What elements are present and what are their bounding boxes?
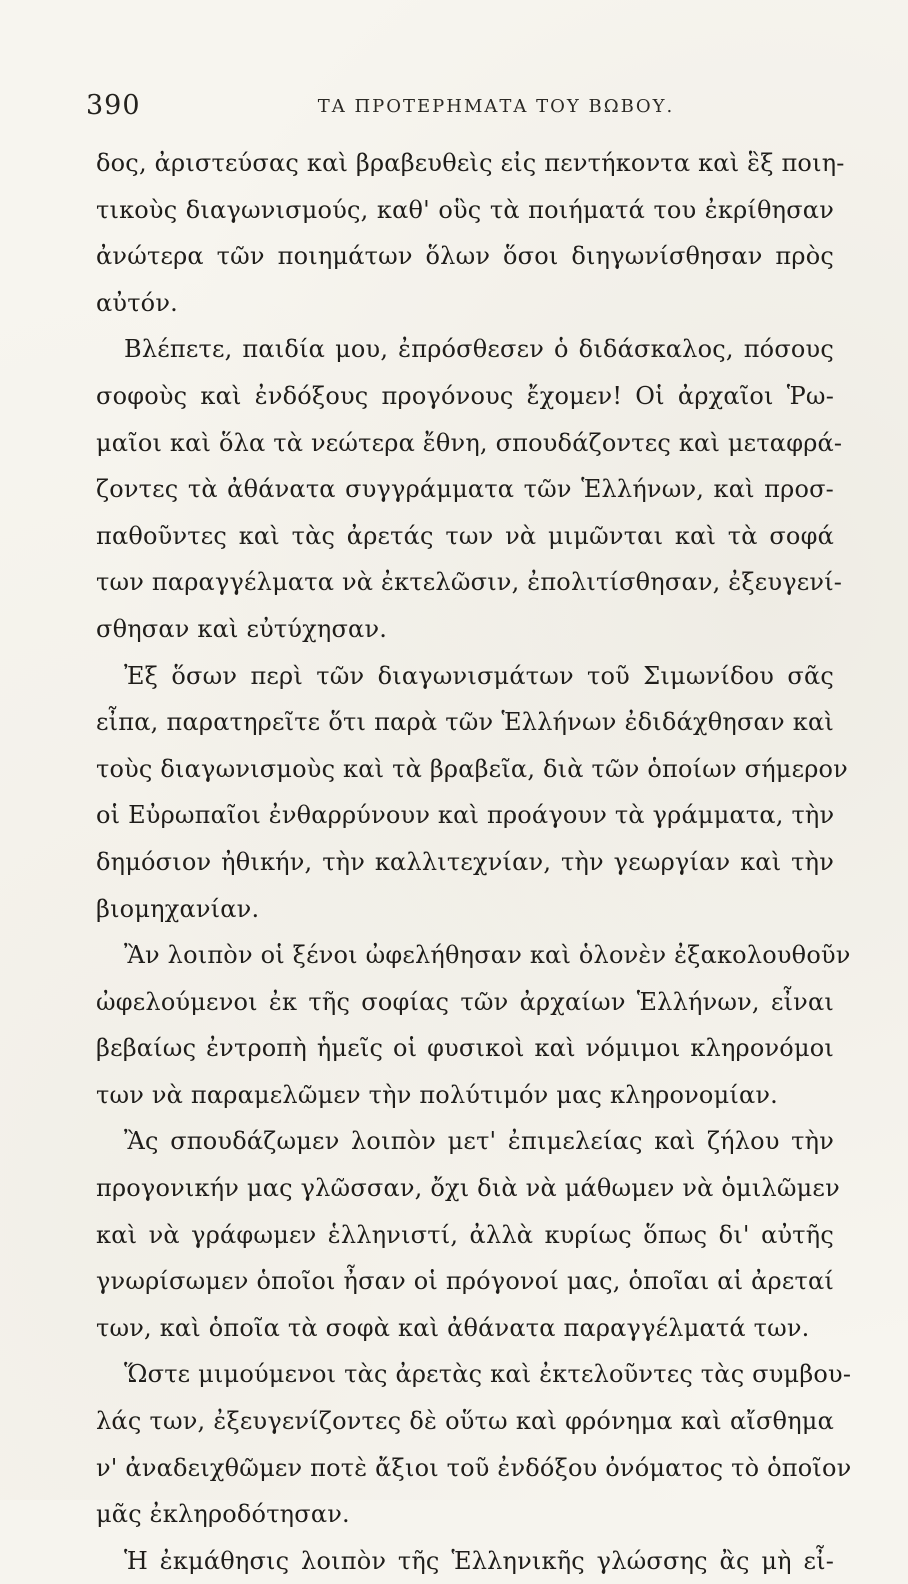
- text-line: Ὥστε μιμούμενοι τὰς ἀρετὰς καὶ ἐκτελοῦντες τὰς συμβου-: [124, 1360, 852, 1389]
- text-line: Ἡ ἐκμάθησις λοιπὸν τῆς Ἑλληνικῆς γλώσσης ἂς μὴ εἶ-: [124, 1546, 834, 1575]
- text-line: μᾶς ἐκληροδότησαν.: [96, 1500, 350, 1529]
- body-text: [96, 140, 852, 1584]
- text-line: ὠφελούμενοι ἐκ τῆς σοφίας τῶν ἀρχαίων Ἑλλήνων, εἶναι: [96, 987, 834, 1016]
- text-line: εἶπα, παρατηρεῖτε ὅτι παρὰ τῶν Ἑλλήνων ἐδιδάχθησαν καὶ: [96, 708, 834, 737]
- page-header: [86, 90, 846, 130]
- text-line: σοφοὺς καὶ ἐνδόξους προγόνους ἔχομεν! Οἱ ἀρχαῖοι Ῥω-: [96, 381, 834, 410]
- text-line: Ἂς σπουδάζωμεν λοιπὸν μετ' ἐπιμελείας καὶ ζήλου τὴν: [124, 1127, 834, 1156]
- text-line: δος, ἀριστεύσας καὶ βραβευθεὶς εἰς πεντήκοντα καὶ ἓξ ποιη-: [96, 149, 845, 177]
- text-line: Ἂν λοιπὸν οἱ ξένοι ὠφελήθησαν καὶ ὁλονὲν ἐξακολουθοῦν: [124, 941, 851, 970]
- text-line: καὶ νὰ γράφωμεν ἑλληνιστί, ἀλλὰ κυρίως ὅπως δι' αὐτῆς: [96, 1220, 834, 1249]
- text-line: των παραγγέλματα νὰ ἐκτελῶσιν, ἐπολιτίσθησαν, ἐξευγενί-: [96, 568, 843, 597]
- text-line: αὐτόν.: [96, 288, 178, 317]
- text-line: τικοὺς διαγωνισμούς, καθ' οὓς τὰ ποιήματά του ἐκρίθησαν: [96, 195, 834, 224]
- text-line: παθοῦντες καὶ τὰς ἀρετάς των νὰ μιμῶνται καὶ τὰ σοφά: [96, 521, 834, 550]
- text-line: ἀνώτερα τῶν ποιημάτων ὅλων ὅσοι διηγωνίσθησαν πρὸς: [96, 242, 834, 271]
- text-line: οἱ Εὐρωπαῖοι ἐνθαρρύνουν καὶ προάγουν τὰ γράμματα, τὴν: [96, 801, 835, 830]
- text-line: μαῖοι καὶ ὅλα τὰ νεώτερα ἔθνη, σπουδάζοντες καὶ μεταφρά-: [96, 428, 843, 457]
- text-line: τοὺς διαγωνισμοὺς καὶ τὰ βραβεῖα, διὰ τῶν ὁποίων σήμερον: [96, 754, 848, 783]
- text-line: σθησαν καὶ εὐτύχησαν.: [96, 614, 388, 643]
- text-line: ζοντες τὰ ἀθάνατα συγγράμματα τῶν Ἑλλήνων, καὶ προσ-: [96, 475, 834, 504]
- text-line: ν' ἀναδειχθῶμεν ποτὲ ἄξιοι τοῦ ἐνδόξου ὀνόματος τὸ ὁποῖον: [96, 1453, 852, 1482]
- text-line: Βλέπετε, παιδία μου, ἐπρόσθεσεν ὁ διδάσκαλος, πόσους: [124, 335, 834, 364]
- text-line: των νὰ παραμελῶμεν τὴν πολύτιμόν μας κληρονομίαν.: [96, 1080, 778, 1109]
- text-line: των, καὶ ὁποῖα τὰ σοφὰ καὶ ἀθάνατα παραγγέλματά των.: [96, 1313, 810, 1342]
- text-line: γνωρίσωμεν ὁποῖοι ἦσαν οἱ πρόγονοί μας, ὁποῖαι αἱ ἀρεταί: [96, 1267, 834, 1296]
- text-line: βεβαίως ἐντροπὴ ἡμεῖς οἱ φυσικοὶ καὶ νόμιμοι κληρονόμοι: [96, 1034, 834, 1063]
- text-line: Ἐξ ὅσων περὶ τῶν διαγωνισμάτων τοῦ Σιμωνίδου σᾶς: [124, 661, 834, 690]
- text-line: δημόσιον ἠθικήν, τὴν καλλιτεχνίαν, τὴν γεωργίαν καὶ τὴν: [96, 847, 834, 876]
- running-title: ΤΑ ΠΡΟΤΕΡΗΜΑΤΑ ΤΟΥ ΒΩΒΟΥ.: [317, 96, 675, 117]
- text-line: βιομηχανίαν.: [96, 894, 260, 923]
- text-line: προγονικήν μας γλῶσσαν, ὄχι διὰ νὰ μάθωμεν νὰ ὁμιλῶμεν: [96, 1174, 840, 1203]
- page-number: 390: [86, 90, 141, 121]
- text-line: λάς των, ἐξευγενίζοντες δὲ οὕτω καὶ φρόνημα καὶ αἴσθημα: [96, 1407, 834, 1436]
